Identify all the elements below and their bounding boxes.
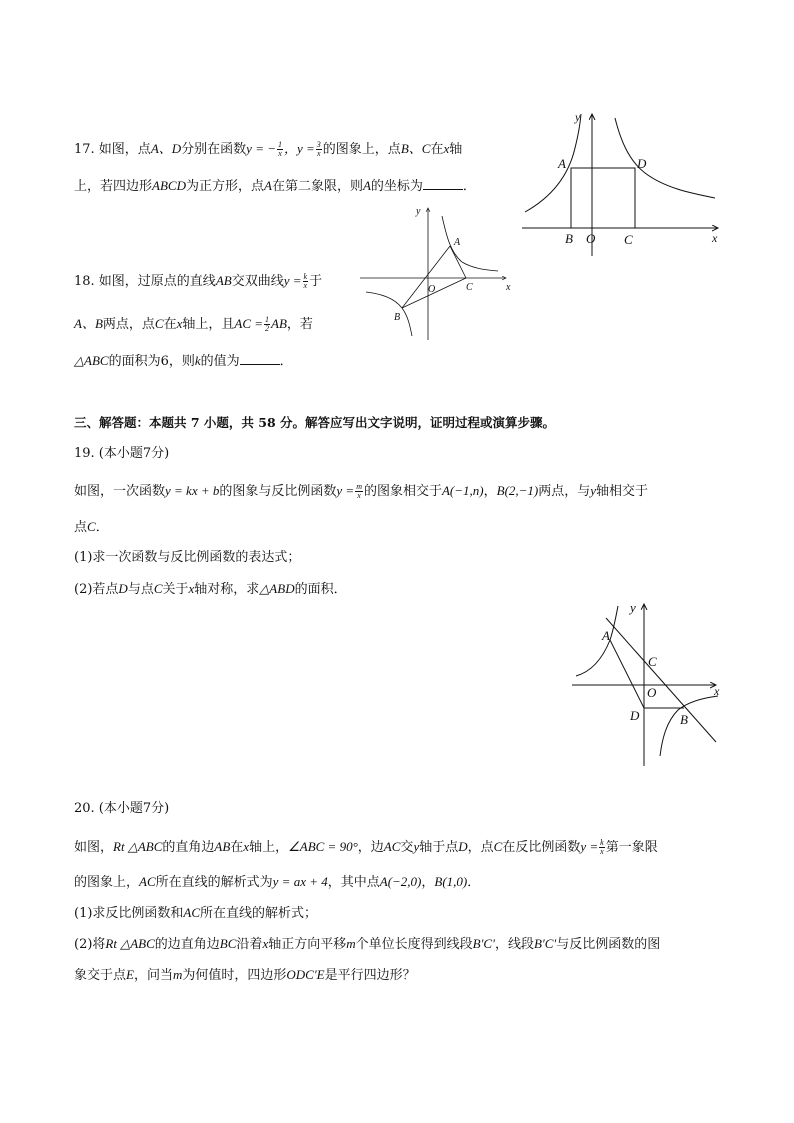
q19-label-o: O [647,685,657,700]
q20-math: AC [139,874,156,889]
q18-line-2 [74,315,313,334]
q20-text: 个单位长度得到线段 [355,937,473,952]
q19-math: x [188,581,195,596]
q17-math: A [362,178,371,193]
q17-label-x: x [712,231,718,245]
q17-math: ，y = [284,141,315,156]
q17-text: 的图象上，点 [322,142,401,157]
q17-fraction [316,141,322,158]
q18-label-c: C [466,282,473,293]
q17-label-b: B [565,231,573,246]
q20-math: BC [219,936,237,951]
q19-text: 的图象与反比例函数 [219,484,337,499]
q18-label-o: O [428,284,436,295]
q18-text: 交双曲线 [231,274,284,289]
q19-math: y = [336,483,355,498]
q20-math: B′C′ [472,936,495,951]
q17-label-y: y [575,110,581,124]
section-heading: 三、解答题：本题共 7 小题，共 58 分。解答应写出文字说明，证明过程或演算步骤。 [74,415,556,430]
q17-frac-den: x [317,149,321,158]
q18-math: AB [271,316,287,331]
q18-frac-num: 1 [265,315,270,324]
q18-label-a: A [454,237,461,248]
q18-line-ab [402,246,450,308]
q20-math: B(1,0) [434,874,468,889]
q18-curve-right [442,216,498,271]
q20-text: ， [421,875,435,890]
q20-math: m [172,967,183,982]
q20-text: 轴上， [249,840,289,855]
answer-blank [240,352,280,365]
q19-figure [568,600,728,770]
q20-math: Rt △ABC [113,839,163,854]
q20-text: 象交于点 [74,968,127,983]
q19-math: B(2,−1) [496,483,539,498]
q19-text: (2)若点 [74,582,119,597]
q20-math: ODC′E [286,967,325,982]
q18-label-x: x [506,282,511,293]
q20-math: AC [183,905,201,920]
q20-math: y = ax + 4 [272,874,328,889]
q17-text: 分别在函数 [181,142,247,157]
q17-text: ． [462,179,476,194]
q17-math: A、D [150,141,182,156]
q19-line-ab [606,618,716,742]
q17-math: ABCD [152,178,186,193]
q17-line-2 [74,177,476,196]
q18-line-1 [74,272,322,291]
q19-sub-2 [74,580,347,599]
q18-fraction [303,273,309,290]
q20-text: 与反比例函数的图 [556,937,661,952]
q20-math: AC [383,839,401,854]
q17-text: 17. 如图，点 [74,142,151,157]
q17-square [571,168,635,228]
q20-text: 在反比例函数 [502,840,581,855]
q20-math: ∠ABC = 90° [288,839,358,854]
q20-title: 20. (本小题7分) [74,801,170,816]
q18-line-ac [450,246,466,278]
q20-text: 在 [230,840,244,855]
q20-sub-1 [74,904,317,923]
q19-text: 的图象相交于 [363,484,442,499]
q20-math: Rt △ABC [105,936,155,951]
q18-figure [358,204,518,344]
q20-text: ，其中点 [327,875,380,890]
q19-curve-right [660,696,718,756]
q19-text: 如图，一次函数 [74,484,166,499]
q17-math: A [263,178,272,193]
q19-text: ， [483,484,497,499]
q20-sub-2 [74,935,660,954]
q20-text: 的图象上， [74,875,140,890]
q18-math: △ABC [74,353,109,368]
q20-text: ，问当 [133,968,173,983]
q19-label-x: x [714,684,720,698]
q19-label-d: D [630,708,640,723]
q17-line-1 [74,140,462,159]
q17-label-d: D [637,156,647,171]
q19-sub-1: (1)求一次函数与反比例函数的表达式； [74,550,301,565]
q20-text: 如图， [74,840,114,855]
q19-math: △ABD [259,581,295,596]
q20-text: 的直角边 [162,840,215,855]
q20-text: (1)求反比例函数和 [74,906,184,921]
q20-text: 所在直线的解析式为 [155,875,273,890]
q19-label-c: C [648,654,657,669]
q18-label-y: y [416,206,421,217]
q19-line-ad [610,640,644,708]
q19-text: 的面积． [294,582,347,597]
q20-text: 是平行四边形？ [324,968,416,983]
q20-text: 第一象限 [605,840,658,855]
q20-math: m [346,936,356,951]
q20-math: C [493,839,503,854]
q18-frac-num: k [303,272,308,281]
q20-fraction [599,839,605,856]
q17-text: 在第二象限，则 [271,179,363,194]
q19-text: 与点 [127,582,154,597]
q17-text: 上，若四边形 [74,179,153,194]
q20-text: (2)将 [74,937,106,952]
q20-text: ，边 [357,840,384,855]
q19-label-a: A [602,628,610,643]
q17-label-c: C [624,232,633,247]
q18-frac-den: x [303,281,308,290]
q18-math: k [194,353,201,368]
q20-text: 所在直线的解析式； [200,906,318,921]
q19-text: 轴相交于 [596,484,649,499]
q19-math: C [153,581,163,596]
q20-text: ，线段 [494,937,534,952]
q17-text: 轴 [449,142,463,157]
q17-text: 的坐标为 [370,179,423,194]
q20-text: 轴正方向平移 [268,937,347,952]
q18-text: 18. 如图，过原点的直线 [74,274,216,289]
q20-text: 为何值时，四边形 [182,968,287,983]
q19-text: 轴对称，求 [194,582,260,597]
q19-frac-num: m [356,482,362,491]
q17-label-o: O [586,231,596,246]
q18-math: C [154,316,164,331]
q19-text: ． [95,520,109,535]
q20-math: x [262,936,269,951]
q20-line-1 [74,838,658,857]
q18-text: 轴上，且 [182,317,235,332]
q20-sub-3 [74,966,416,985]
q19-title: 19. (本小题7分) [74,446,170,461]
q17-frac-num: 1 [278,140,282,149]
q20-frac-num: k [600,838,604,847]
q20-math: D [458,839,468,854]
q18-text: 两点，点 [102,317,155,332]
q18-curve-left [366,292,412,336]
q20-math: B′C′ [533,936,557,951]
q18-text: 的面积为6，则 [108,354,195,369]
q19-math: y [590,483,597,498]
q19-line-2 [74,518,109,537]
q19-fraction [355,483,363,500]
q20-frac-den: x [600,847,604,856]
q17-figure [520,108,750,258]
q20-text: 轴于点 [419,840,459,855]
q19-text: 关于 [162,582,189,597]
q18-text: ． [279,354,293,369]
q20-text: 沿着 [236,937,263,952]
q20-math: AB [214,839,231,854]
q20-math: E [126,967,134,982]
q20-math: y = [580,839,599,854]
q17-label-a: A [558,156,566,171]
q19-text: 两点，与 [538,484,591,499]
q17-math: y = − [246,141,276,156]
q18-math: A、B [74,316,103,331]
q20-text: 的边直角边 [154,937,220,952]
q17-curve-left [525,114,581,212]
q18-math: AC = [234,316,264,331]
q18-math: y = [283,273,302,288]
q19-line-1 [74,482,648,501]
q19-math: D [118,581,128,596]
q18-fraction [264,316,270,333]
q20-line-2 [74,873,480,892]
q17-text: 为正方形，点 [185,179,264,194]
q18-label-b: B [394,312,401,323]
q18-math: AB [215,273,232,288]
q17-frac-num: 3 [316,140,321,149]
q17-fraction [277,141,283,158]
q19-frac-den: x [357,491,361,500]
q18-math: x [176,316,183,331]
q20-text: ． [467,875,481,890]
q19-label-b: B [680,712,688,727]
q18-text: 的值为 [200,354,240,369]
q18-text: 在 [163,317,177,332]
q20-text: 交 [400,840,414,855]
q17-text: 在 [430,142,444,157]
q20-math: x [243,839,250,854]
q17-curve-right [615,118,715,198]
q19-curve-left [576,606,618,676]
q18-text: ，若 [286,317,313,332]
q19-label-y: y [630,600,636,615]
q18-text: 于 [309,274,323,289]
answer-blank [423,177,463,190]
q18-frac-den: 2 [265,324,270,333]
q19-math: C [87,519,96,534]
q19-math: y = kx + b [165,483,220,498]
q18-line-3 [74,352,293,371]
q19-text: 点 [74,520,88,535]
q20-text: ，点 [467,840,494,855]
q17-math: B、C [400,141,431,156]
q20-math: y [413,839,420,854]
q19-math: A(−1,n) [441,483,484,498]
q17-frac-den: x [278,149,282,158]
q17-math: x [443,141,450,156]
q20-math: A(−2,0) [379,874,422,889]
